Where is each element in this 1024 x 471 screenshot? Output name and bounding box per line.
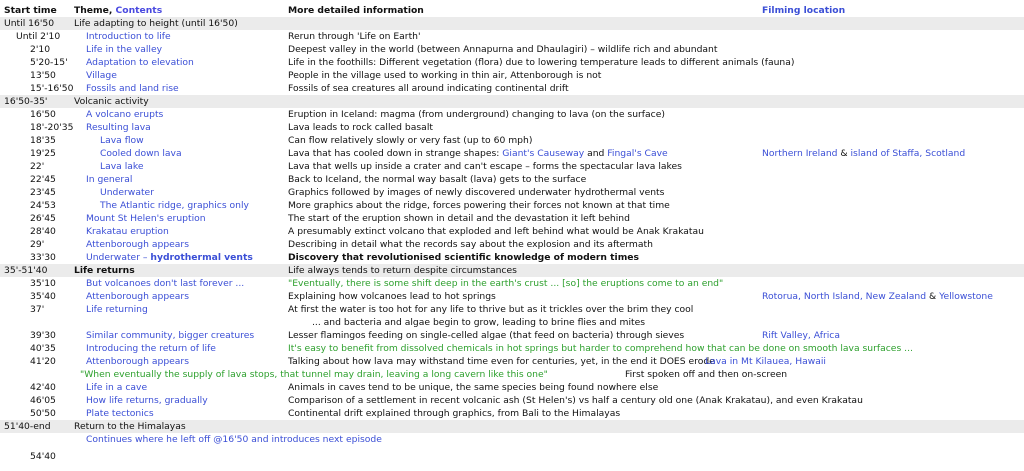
table-row: 40'35 Introducing the return of life It's easy to benefit from dissolved chemicals in hot springs but harder to comprehend how that can be done on smooth lava surfaces ... <box>30 343 913 354</box>
header-theme: Theme, Contents <box>74 5 163 16</box>
header-start-time: Start time <box>4 5 57 16</box>
table-row: 54'40 <box>30 451 56 462</box>
table-row: Until 16'50 Life adapting to height (until 16'50) <box>0 17 1024 30</box>
table-row: 33'30 Underwater – hydrothermal vents Discovery that revolutionised scientific knowledge of modern times <box>30 252 639 263</box>
header-contents: Contents <box>115 5 163 16</box>
table-row: 39'30 Similar community, bigger creatures Lesser flamingos feeding on single-celled algae (that feed on bacteria) through sieves Rift Valley, Africa <box>30 330 840 341</box>
table-row: 15'-16'50 Fossils and land rise Fossils of sea creatures all around indicating continental drift <box>30 83 569 94</box>
link-yellowstone[interactable]: Yellowstone <box>939 291 993 302</box>
table-row: 24'53 The Atlantic ridge, graphics only More graphics about the ridge, forces powering their forces not known at that time <box>30 200 670 211</box>
table-row: 16'50 A volcano erupts Eruption in Iceland: magma (from underground) changing to lava (on the surface) <box>30 109 665 120</box>
link-rift-valley[interactable]: Rift Valley, Africa <box>762 330 840 341</box>
table-row: Continues where he left off @16'50 and introduces next episode <box>86 434 382 445</box>
table-row: 35'-51'40 Life returns Life always tends to return despite circumstances <box>0 264 1024 277</box>
table-row: 5'20-15' Adaptation to elevation Life in the foothills: Different vegetation (flora) due to lowering temperature leads to different animals (fauna) <box>30 57 795 68</box>
table-row: 23'45 Underwater Graphics followed by images of newly discovered underwater hydrothermal vents <box>30 187 665 198</box>
link-staffa[interactable]: island of Staffa, Scotland <box>850 148 966 159</box>
table-row: 18'-20'35 Resulting lava Lava leads to rock called basalt <box>30 122 433 133</box>
table-row: 50'50 Plate tectonics Continental drift explained through graphics, from Bali to the Himalayas <box>30 408 621 419</box>
table-row: 26'45 Mount St Helen's eruption The start of the eruption shown in detail and the devastation it left behind <box>30 213 630 224</box>
link-rotorua[interactable]: Rotorua, North Island, New Zealand <box>762 291 927 302</box>
table-row: 35'10 But volcanoes don't last forever ... "Eventually, there is some shift deep in the earth's crust ... [so] the eruptions come to an end" <box>30 278 724 289</box>
table-row: 2'10 Life in the valley Deepest valley in the world (between Annapurna and Dhaulagiri) – wildlife rich and abundant <box>30 44 718 55</box>
table-row: "When eventually the supply of lava stops, that tunnel may drain, leaving a long cavern like this one" First spoken off and then on-screen <box>80 369 788 380</box>
table-row: 29' Attenborough appears Describing in detail what the records say about the explosion and its aftermath <box>30 239 653 250</box>
table-row: 22' Lava lake Lava that wells up inside a crater and can't escape – forms the spectacular lava lakes <box>30 161 682 172</box>
table-row: 46'05 How life returns, gradually Comparison of a settlement in recent volcanic ash (St Helen's) vs half a century old one (Anak Krakatau), and even Krakatau <box>30 395 863 406</box>
header-filming-location: Filming location <box>762 5 846 16</box>
table-row: 51'40-end Return to the Himalayas <box>0 420 1024 433</box>
table-row: 22'45 In general Back to Iceland, the normal way basalt (lava) gets to the surface <box>30 174 587 185</box>
link-northern-ireland[interactable]: Northern Ireland <box>762 148 838 159</box>
table-row: 18'35 Lava flow Can flow relatively slowly or very fast (up to 60 mph) <box>30 135 533 146</box>
table-row: Until 2'10 Introduction to life Rerun through 'Life on Earth' <box>16 31 421 42</box>
table-row: 35'40 Attenborough appears Explaining how volcanoes lead to hot springs Rotorua, North Island, New Zealand & Yellowstone <box>30 291 993 302</box>
table-row: 19'25 Cooled down lava Lava that has cooled down in strange shapes: Giant's Causeway and Fingal's Cave Northern Ireland & island of Staffa, Scotland <box>30 148 966 159</box>
table-row: 42'40 Life in a cave Animals in caves tend to be unique, the same species being found nowhere else <box>30 382 659 393</box>
header-details: More detailed information <box>288 5 424 16</box>
link-giants-causeway[interactable]: Giant's Causeway <box>502 148 585 159</box>
table-row: 13'50 Village People in the village used to working in thin air, Attenborough is not <box>30 70 602 81</box>
table-row: 41'20 Attenborough appears Talking about how lava may withstand time even for centuries, yet, in the end it DOES erode Lava in Mt Kilauea, Hawaii <box>30 356 826 367</box>
link-fingals-cave[interactable]: Fingal's Cave <box>607 148 668 159</box>
link-kilauea[interactable]: Lava in Mt Kilauea, Hawaii <box>705 356 826 367</box>
table-row: 16'50-35' Volcanic activity <box>0 95 1024 108</box>
table-row: ... and bacteria and algae begin to grow, leading to brine flies and mites <box>312 317 646 328</box>
table-row: 37' Life returning At first the water is too hot for any life to thrive but as it trickles over the brim they cool <box>30 304 694 315</box>
table-header <box>0 4 1024 17</box>
table-row: 28'40 Krakatau eruption A presumably extinct volcano that exploded and left behind what would be Anak Krakatau <box>30 226 704 237</box>
